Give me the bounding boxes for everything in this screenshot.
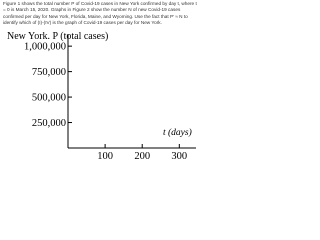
intro-paragraph: Figure 1 shows the total number P of Covid-19 cases in New York confirmed by day t, where t = 0 is March 15, 2020. Graphs in Figure 2 show the number N of new Covid-19 cases confirmed per day for New York, Florida, Maine, and Wyoming. Use the fact that P′ ≈ N to identify which of (I)-(IV) is the graph of Covid-19 cases per day for New York. xyxy=(3,1,197,26)
y-tick-label: 750,000 xyxy=(31,67,66,79)
chart-ticks xyxy=(24,42,187,162)
chart-svg xyxy=(0,0,200,162)
x-axis-label: t (days) xyxy=(163,128,192,138)
x-tick-label: 300 xyxy=(171,151,188,162)
chart-title: New York. P (total cases) xyxy=(7,31,109,42)
x-tick-label: 200 xyxy=(134,151,151,162)
y-tick-label: 500,000 xyxy=(31,92,66,104)
y-tick-label: 250,000 xyxy=(31,118,66,130)
y-tick-label: 1,000,000 xyxy=(24,41,66,53)
x-tick-label: 100 xyxy=(97,151,113,162)
